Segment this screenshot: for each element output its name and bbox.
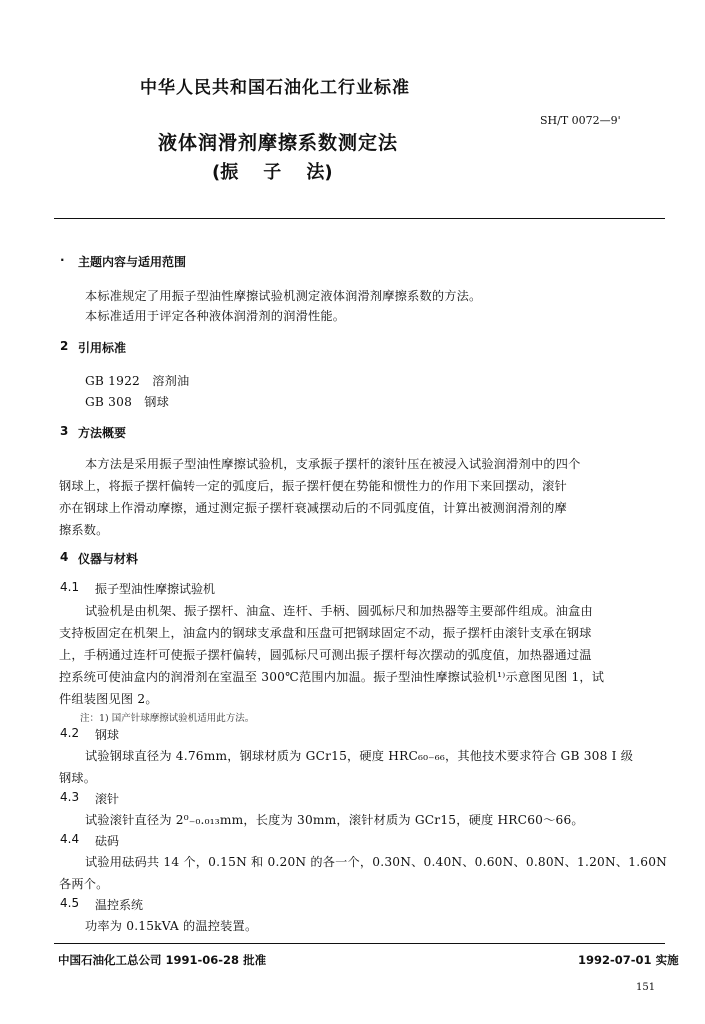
section-4-2-title: 钢球 [95, 728, 120, 742]
section-4-1-line-3: 上，手柄通过连杆可使振子摆杆偏转，圆弧标尺可测出振子摆杆每次摆动的弧度值，加热器通过温 [59, 648, 592, 662]
section-2-number: 2 [60, 339, 69, 353]
section-4-5-title: 温控系统 [95, 898, 144, 912]
section-1-para-2: 本标准适用于评定各种液体润滑剂的润滑性能。 [85, 309, 346, 323]
section-4-1-line-2: 支持板固定在机架上，油盒内的钢球支承盘和压盘可把钢球固定不动，振子摆杆由滚针支承在钢球 [59, 626, 592, 640]
section-3-title: 方法概要 [78, 426, 127, 440]
section-4-4-line-1: 试验用砝码共 14 个，0.15N 和 0.20N 的各一个，0.30N、0.40N、0.60N、0.80N、1.20N、1.60N [85, 855, 668, 869]
section-4-3-title: 滚针 [95, 792, 120, 806]
section-4-3-line-1: 试验滚针直径为 2⁰₋₀.₀₁₃mm，长度为 30mm，滚针材质为 GCr15，硬度 HRC60～66。 [85, 813, 584, 827]
page-number: 151 [636, 982, 656, 993]
header-rule [54, 218, 665, 219]
section-1-title: 主题内容与适用范围 [78, 255, 187, 269]
section-4-1-line-4: 控系统可使油盒内的润滑剂在室温至 300℃范围内加温。振子型油性摩擦试验机¹⁾示意图见图 1，试 [59, 670, 605, 684]
section-3-number: 3 [60, 424, 69, 438]
footnote: 注：1) 国产针球摩擦试验机适用此方法。 [80, 713, 255, 724]
section-4-1-line-1: 试验机是由机架、振子摆杆、油盒、连杆、手柄、圆弧标尺和加热器等主要部件组成。油盒由 [85, 604, 593, 618]
section-4-1-line-5: 件组装图见图 2。 [59, 692, 158, 706]
section-4-title: 仪器与材料 [78, 552, 139, 566]
footer-rule [54, 943, 665, 944]
standard-code: SH/T 0072—9' [540, 114, 621, 127]
document-subtitle: (振 子 法) [212, 162, 333, 183]
section-2-title: 引用标准 [78, 341, 127, 355]
section-3-line-4: 擦系数。 [59, 523, 109, 537]
section-4-4-number: 4.4 [60, 832, 80, 846]
reference-1: GB 1922 溶剂油 [85, 374, 190, 388]
section-1-para-1: 本标准规定了用振子型油性摩擦试验机测定液体润滑剂摩擦系数的方法。 [85, 289, 482, 303]
section-4-5-number: 4.5 [60, 896, 80, 910]
section-4-5-line-1: 功率为 0.15kVA 的温控装置。 [85, 919, 258, 933]
section-3-line-2: 钢球上，将振子摆杆偏转一定的弧度后，振子摆杆便在势能和惯性力的作用下来回摆动，滚针 [59, 479, 567, 493]
section-3-line-3: 亦在钢球上作滑动摩擦，通过测定振子摆杆衰减摆动后的不同弧度值，计算出被测润滑剂的摩 [59, 501, 567, 515]
approval-text: 中国石油化工总公司 1991-06-28 批准 [58, 953, 267, 967]
org-title: 中华人民共和国石油化工行业标准 [140, 78, 410, 98]
section-4-3-number: 4.3 [60, 790, 80, 804]
section-3-line-1: 本方法是采用振子型油性摩擦试验机，支承振子摆杆的滚针压在被浸入试验润滑剂中的四个 [85, 457, 581, 471]
reference-2: GB 308 钢球 [85, 395, 170, 409]
document-title: 液体润滑剂摩擦系数测定法 [158, 132, 399, 154]
section-4-number: 4 [60, 550, 69, 564]
section-1-number: · [60, 253, 65, 267]
section-4-1-number: 4.1 [60, 580, 80, 594]
section-4-4-title: 砝码 [95, 834, 120, 848]
section-4-2-line-2: 钢球。 [59, 771, 97, 785]
section-4-2-number: 4.2 [60, 726, 80, 740]
section-4-1-title: 振子型油性摩擦试验机 [95, 582, 216, 596]
effective-date: 1992-07-01 实施 [578, 953, 679, 967]
section-4-2-line-1: 试验钢球直径为 4.76mm，钢球材质为 GCr15，硬度 HRC₆₀₋₆₆，其他技术要求符合 GB 308 Ⅰ 级 [85, 749, 634, 763]
section-4-4-line-2: 各两个。 [59, 877, 109, 891]
